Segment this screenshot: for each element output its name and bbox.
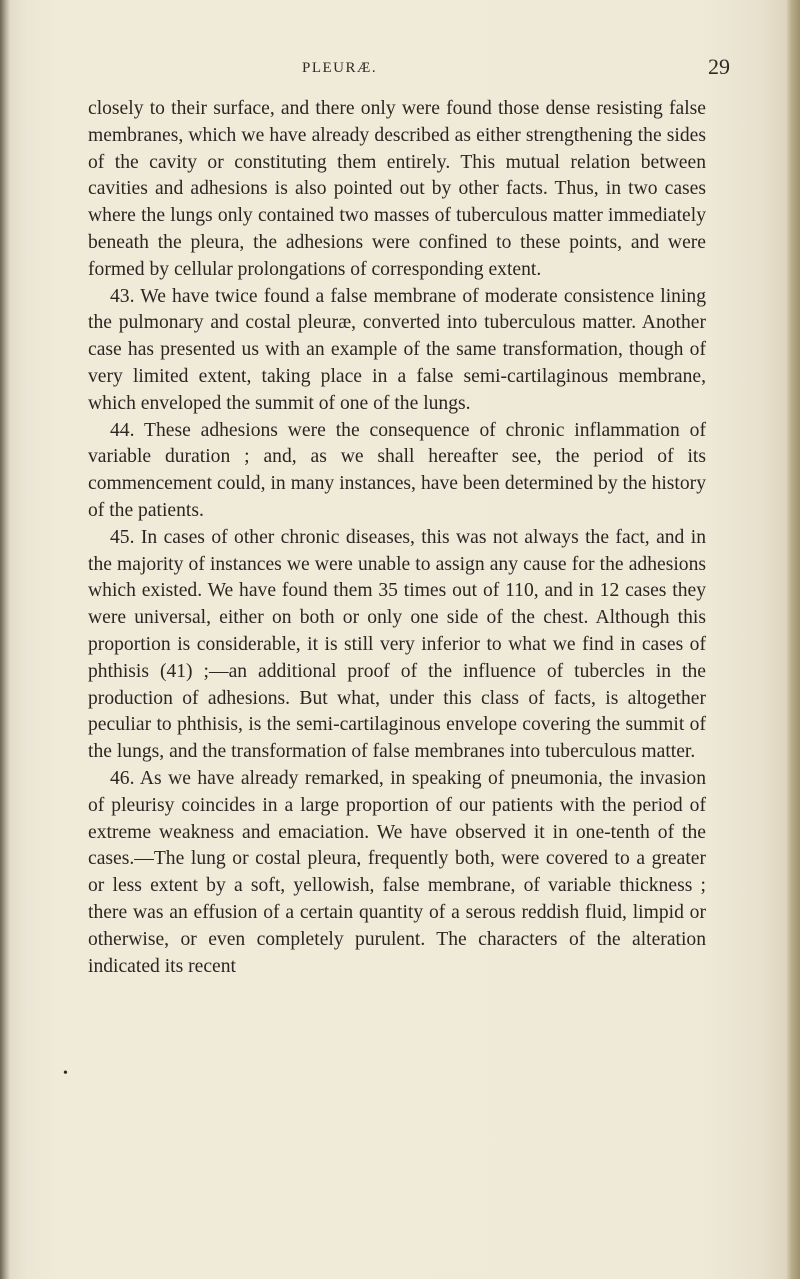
page-gutter-left: [0, 0, 10, 1279]
paragraph-44: 44. These adhesions were the consequence of chronic inflammation of variable duration ; and, as we shall hereafter see, the period of its commencement could, in many instances, have been determined by the history of the patients.: [88, 419, 706, 521]
margin-mark: •: [63, 1066, 68, 1081]
running-head: PLEURÆ.: [302, 60, 378, 76]
paragraph-45: 45. In cases of other chronic diseases, this was not always the fact, and in the majority of instances we were unable to assign any cause for the adhesions which existed. We have found them 35 times out of 110, and in 12 cases they were universal, either on both or only one side of the chest. Although this proportion is considerable, it is still very inferior to what we find in cases of phthisis (41) ;—an additional proof of the influence of tubercles in the production of adhesions. But what, under this class of facts, is altogether peculiar to phthisis, is the semi-cartilaginous envelope covering the summit of the lungs, and the transformation of false membranes into tuberculous matter.: [88, 526, 706, 763]
paragraph-43: 43. We have twice found a false membrane of moderate consistence lining the pulmonary and costal pleuræ, converted into tuberculous matter. Another case has presented us with an example of the same transformation, though of very limited extent, taking place in a false semi-cartilaginous membrane, which enveloped the summit of one of the lungs.: [88, 285, 706, 414]
page-number: 29: [708, 54, 730, 79]
paragraph-continuation: closely to their surface, and there only were found those dense resisting false membranes, which we have already described as either strengthening the sides of the cavity or constituting them entirely. This mutual relation between cavities and adhesions is also pointed out by other facts. Thus, in two cases where the lungs only contained two masses of tuberculous matter immediately beneath the pleura, the adhesions were confined to these points, and were formed by cellular prolongations of corresponding extent.: [88, 98, 706, 280]
paragraph-46: 46. As we have already remarked, in speaking of pneumonia, the invasion of pleurisy coincides in a large proportion of our patients with the period of extreme weakness and emaciation. We have observed it in one-tenth of the cases.—The lung or costal pleura, frequently both, were covered to a greater or less extent by a soft, yellowish, false membrane, of variable thickness ; there was an effusion of a certain quantity of a serous reddish fluid, limpid or otherwise, or even completely purulent. The characters of the alteration indicated its recent: [88, 767, 706, 977]
body-text: [88, 96, 706, 980]
page-edge-right: [786, 0, 800, 1279]
page-header: [0, 54, 800, 84]
